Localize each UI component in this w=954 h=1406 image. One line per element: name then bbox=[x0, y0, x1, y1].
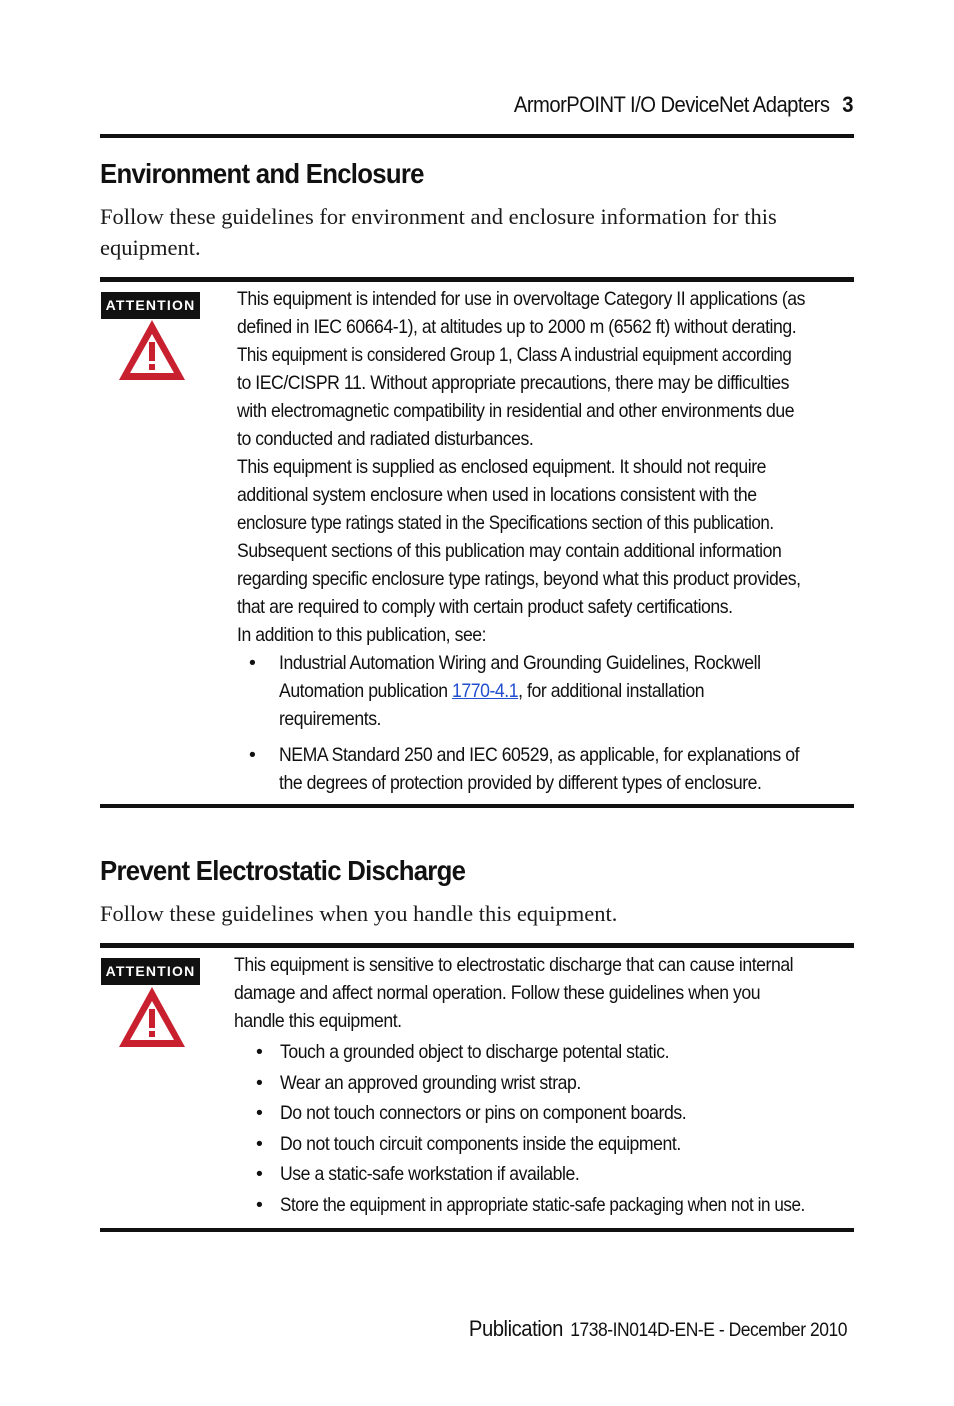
attention-line: damage and affect normal operation. Follow these guidelines when you bbox=[234, 982, 761, 1004]
bullet-line: the degrees of protection provided by different types of enclosure. bbox=[279, 772, 762, 794]
intro-line: Follow these guidelines for environment and enclosure information for this bbox=[100, 204, 777, 229]
attention-line: This equipment is sensitive to electrostatic discharge that can cause internal bbox=[234, 954, 794, 976]
footer-publication-label: Publication bbox=[468, 1316, 563, 1341]
list-item bbox=[249, 649, 852, 733]
attention-line: additional system enclosure when used in locations consistent with the bbox=[237, 484, 757, 506]
attention-line: enclosure type ratings stated in the Specifications section of this publication. bbox=[237, 512, 774, 534]
attention-line: handle this equipment. bbox=[234, 1010, 402, 1032]
attention-box-bottom-rule bbox=[100, 1228, 854, 1232]
attention-badge: ATTENTION bbox=[101, 958, 200, 985]
header-title: ArmorPOINT I/O DeviceNet Adapters bbox=[513, 92, 830, 117]
bullet-text: , for additional installation bbox=[518, 680, 705, 702]
bullet-dot: • bbox=[249, 652, 256, 674]
attention-box-top-rule bbox=[100, 277, 854, 282]
attention-badge: ATTENTION bbox=[101, 292, 200, 319]
footer-publication-id: 1738-IN014D-EN-E - December 2010 bbox=[570, 1320, 847, 1341]
attention-box-bottom-rule bbox=[100, 804, 854, 808]
bullet-dot: • bbox=[256, 1071, 263, 1094]
bullet-dot: • bbox=[256, 1193, 263, 1216]
list-item bbox=[249, 741, 852, 797]
section-heading-esd: Prevent Electrostatic Discharge bbox=[100, 855, 466, 886]
header-rule bbox=[100, 134, 854, 138]
attention-line: to conducted and radiated disturbances. bbox=[237, 428, 534, 450]
bullet-line: NEMA Standard 250 and IEC 60529, as applicable, for explanations of bbox=[279, 744, 800, 766]
attention-box-top-rule bbox=[100, 943, 854, 948]
bullet-line: Use a static-safe workstation if available. bbox=[280, 1163, 580, 1185]
bullet-dot: • bbox=[256, 1163, 263, 1185]
attention-line: to IEC/CISPR 11. Without appropriate precautions, there may be difficulties bbox=[237, 372, 789, 394]
attention-line: This equipment is supplied as enclosed equipment. It should not require bbox=[237, 456, 767, 478]
attention-line: Subsequent sections of this publication may contain additional information bbox=[237, 540, 782, 562]
bullet-dot: • bbox=[256, 1132, 263, 1155]
attention-line: In addition to this publication, see: bbox=[237, 624, 487, 646]
attention-line: This equipment is considered Group 1, Class A industrial equipment according bbox=[237, 344, 792, 366]
attention-line: regarding specific enclosure type ratings, beyond what this product provides, bbox=[237, 568, 801, 590]
attention-line: defined in IEC 60664-1), at altitudes up to 2000 m (6562 ft) without derating. bbox=[237, 316, 797, 338]
attention-line: This equipment is intended for use in overvoltage Category II applications (as bbox=[237, 288, 806, 310]
list-item bbox=[256, 1038, 854, 1069]
section-heading-environment: Environment and Enclosure bbox=[100, 158, 424, 189]
list-item bbox=[256, 1069, 854, 1100]
attention-line: with electromagnetic compatibility in residential and other environments due bbox=[237, 400, 795, 422]
attention-line: that are required to comply with certain product safety certifications. bbox=[237, 596, 733, 618]
publication-link[interactable]: 1770-4.1 bbox=[452, 680, 519, 702]
page-number: 3 bbox=[842, 92, 853, 117]
page-footer bbox=[160, 1316, 847, 1350]
attention-text-esd bbox=[234, 951, 854, 1221]
bullet-line: Store the equipment in appropriate static-safe packaging when not in use. bbox=[280, 1193, 805, 1216]
bullet-line: Do not touch circuit components inside the equipment. bbox=[280, 1132, 681, 1155]
bullet-dot: • bbox=[249, 744, 256, 766]
section-intro-environment bbox=[100, 201, 850, 263]
page-header bbox=[160, 92, 853, 126]
warning-triangle-icon bbox=[117, 985, 187, 1049]
bullet-text: Automation publication bbox=[279, 680, 453, 702]
list-item bbox=[256, 1191, 854, 1222]
bullet-line: requirements. bbox=[279, 708, 382, 730]
bullet-line: Industrial Automation Wiring and Grounding Guidelines, Rockwell bbox=[279, 652, 761, 674]
list-item bbox=[256, 1160, 854, 1191]
bullet-line: Wear an approved grounding wrist strap. bbox=[280, 1071, 581, 1094]
bullet-dot: • bbox=[256, 1041, 263, 1063]
bullet-dot: • bbox=[256, 1102, 263, 1124]
list-item bbox=[256, 1130, 854, 1161]
bullet-line: Touch a grounded object to discharge potental static. bbox=[280, 1041, 670, 1063]
attention-text-environment bbox=[237, 285, 852, 797]
intro-line: equipment. bbox=[100, 235, 201, 260]
list-item bbox=[256, 1099, 854, 1130]
warning-triangle-icon bbox=[117, 318, 187, 382]
section-intro-esd: Follow these guidelines when you handle this equipment. bbox=[100, 901, 618, 926]
bullet-line bbox=[279, 677, 798, 705]
bullet-line: Do not touch connectors or pins on component boards. bbox=[280, 1102, 687, 1124]
